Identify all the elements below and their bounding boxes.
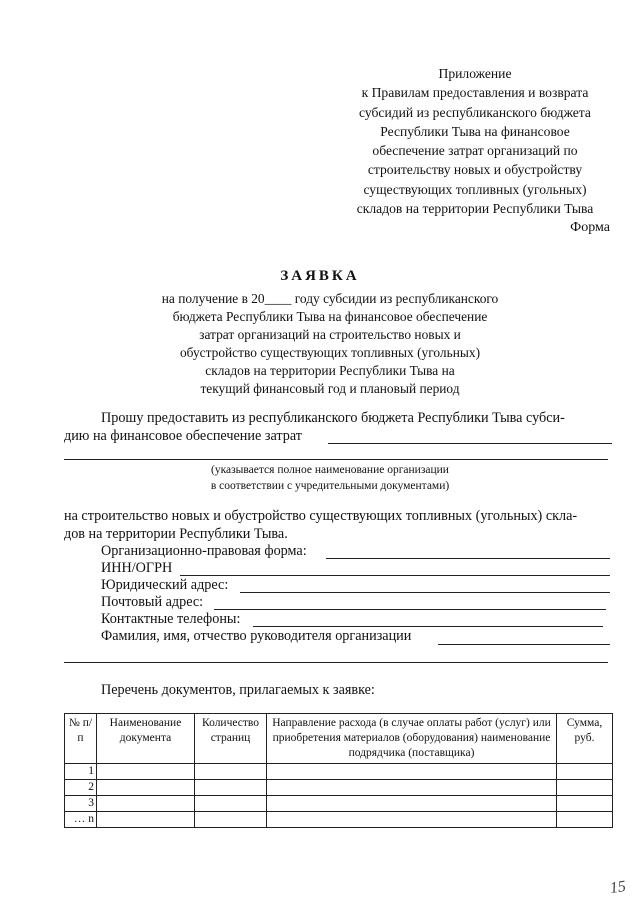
- row-number: … n: [65, 812, 97, 828]
- row-number: 1: [65, 764, 97, 780]
- table-cell[interactable]: [97, 780, 195, 796]
- table-cell[interactable]: [557, 764, 613, 780]
- table-row: [65, 796, 613, 812]
- document-title: ЗАЯВКА: [280, 268, 360, 284]
- table-cell[interactable]: [557, 796, 613, 812]
- subtitle-line: складов на территории Республики Тыва на: [205, 363, 455, 379]
- hint-line: (указывается полное наименование организации: [211, 464, 449, 476]
- legal-address-field[interactable]: [240, 592, 610, 593]
- documents-table: [64, 713, 613, 828]
- org-name-field-cont[interactable]: [64, 459, 608, 460]
- appendix-line: Республики Тыва на финансовое: [380, 123, 570, 139]
- document-subtitle: [100, 290, 560, 399]
- request-line-2: дию на финансовое обеспечение затрат: [64, 428, 302, 444]
- director-field-cont[interactable]: [64, 662, 608, 663]
- appendix-line: Приложение: [438, 66, 512, 81]
- subtitle-line: обустройство существующих топливных (угольных): [179, 345, 481, 361]
- table-row: [65, 780, 613, 796]
- phones-label: Контактные телефоны:: [101, 611, 241, 627]
- subtitle-line: бюджета Республики Тыва на финансовое обеспечение: [172, 309, 488, 325]
- table-cell[interactable]: [267, 796, 557, 812]
- legal-address-label: Юридический адрес:: [101, 577, 229, 593]
- request-cont-line-1: на строительство новых и обустройство существующих топливных (угольных) скла-: [64, 508, 578, 524]
- legal-form-label: Организационно-правовая форма:: [101, 543, 307, 559]
- header-page-count: Количество страниц: [195, 714, 267, 764]
- table-row: [65, 812, 613, 828]
- phones-field[interactable]: [253, 626, 603, 627]
- table-cell[interactable]: [97, 796, 195, 812]
- table-cell[interactable]: [97, 764, 195, 780]
- inn-field[interactable]: [180, 575, 610, 576]
- legal-form-field[interactable]: [326, 558, 610, 559]
- row-number: 3: [65, 796, 97, 812]
- header-expense-direction: Направление расхода (в случае оплаты работ (услуг) или приобретения материалов (оборудования) наименование подрядчика (поставщика): [267, 714, 557, 764]
- subtitle-line: затрат организаций на строительство новых и: [199, 327, 461, 343]
- appendix-line: обеспечение затрат организаций по: [372, 143, 578, 159]
- subtitle-line: на получение в 20____ году субсидии из республиканского: [161, 291, 499, 306]
- request-line-1: Прошу предоставить из республиканского бюджета Республики Тыва субси-: [101, 410, 565, 426]
- form-label: Форма: [570, 220, 610, 235]
- table-row: [65, 764, 613, 780]
- table-cell[interactable]: [97, 812, 195, 828]
- inn-label: ИНН/ОГРН: [101, 560, 173, 576]
- table-cell[interactable]: [557, 780, 613, 796]
- table-header-row: [65, 714, 613, 764]
- table-cell[interactable]: [557, 812, 613, 828]
- request-cont-line-2: дов на территории Республики Тыва.: [64, 526, 288, 542]
- appendix-line: строительству новых и обустройству: [367, 162, 583, 178]
- docs-intro: Перечень документов, прилагаемых к заявке:: [101, 682, 375, 698]
- table-cell[interactable]: [195, 796, 267, 812]
- table-cell[interactable]: [267, 812, 557, 828]
- director-field[interactable]: [438, 644, 610, 645]
- director-label: Фамилия, имя, отчество руководителя организации: [101, 628, 412, 644]
- appendix-header: [330, 64, 620, 218]
- postal-address-label: Почтовый адрес:: [101, 594, 204, 610]
- header-amount: Сумма, руб.: [557, 714, 613, 764]
- appendix-line: к Правилам предоставления и возврата: [361, 85, 589, 101]
- postal-address-field[interactable]: [214, 609, 606, 610]
- appendix-line: существующих топливных (угольных): [363, 181, 587, 197]
- header-number: № п/п: [65, 714, 97, 764]
- table-cell[interactable]: [195, 764, 267, 780]
- table-cell[interactable]: [195, 812, 267, 828]
- appendix-line: субсидий из республиканского бюджета: [359, 104, 591, 120]
- table-cell[interactable]: [267, 764, 557, 780]
- table-cell[interactable]: [267, 780, 557, 796]
- org-name-hint: [100, 462, 560, 494]
- page-number: 15: [608, 877, 628, 898]
- header-document-name: Наименование документа: [97, 714, 195, 764]
- table-cell[interactable]: [195, 780, 267, 796]
- subtitle-line: текущий финансовый год и плановый период: [200, 381, 460, 397]
- hint-line: в соответствии с учредительными документами): [210, 480, 450, 492]
- row-number: 2: [65, 780, 97, 796]
- appendix-line: складов на территории Республики Тыва: [356, 201, 594, 217]
- org-name-field[interactable]: [328, 443, 612, 444]
